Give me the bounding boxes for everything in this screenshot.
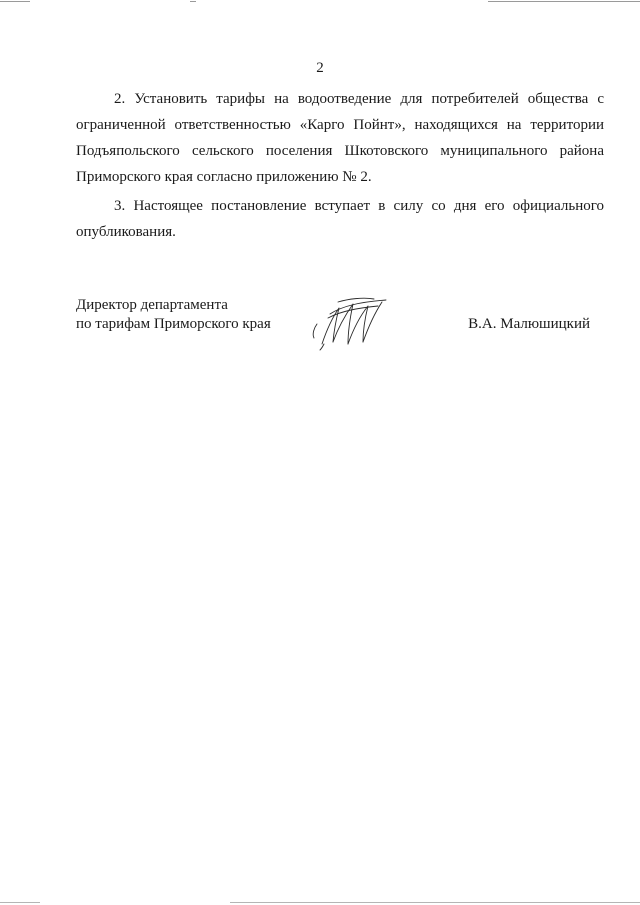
scan-edge-bottom [230, 902, 640, 903]
paragraph-tariffs: 2. Установить тарифы на водоотведение для потребителей общества с ограниченной ответственностью «Карго Пойнт», находящихся на территории Подъяпольского сельского поселения Шкотовского муниципального района Приморского края согласно приложению № 2. [76, 91, 604, 185]
document-body [76, 86, 604, 248]
signatory-name: В.А. Малюшицкий [468, 316, 590, 332]
scan-edge-top-left [0, 1, 30, 2]
signatory-title-line2: по тарифам Приморского края [76, 316, 271, 332]
scan-edge-top-right [488, 1, 640, 2]
scan-edge-top-mid [190, 1, 196, 2]
paragraph-entry-into-force: 3. Настоящее постановление вступает в силу со дня его официального опубликования. [76, 198, 604, 240]
signatory-title-line1: Директор департамента [76, 297, 228, 313]
page-number: 2 [316, 60, 324, 76]
signature-block [76, 296, 604, 366]
handwritten-signature [308, 294, 390, 354]
signatory-title [76, 296, 316, 334]
scan-edge-bottom-left [0, 902, 40, 903]
